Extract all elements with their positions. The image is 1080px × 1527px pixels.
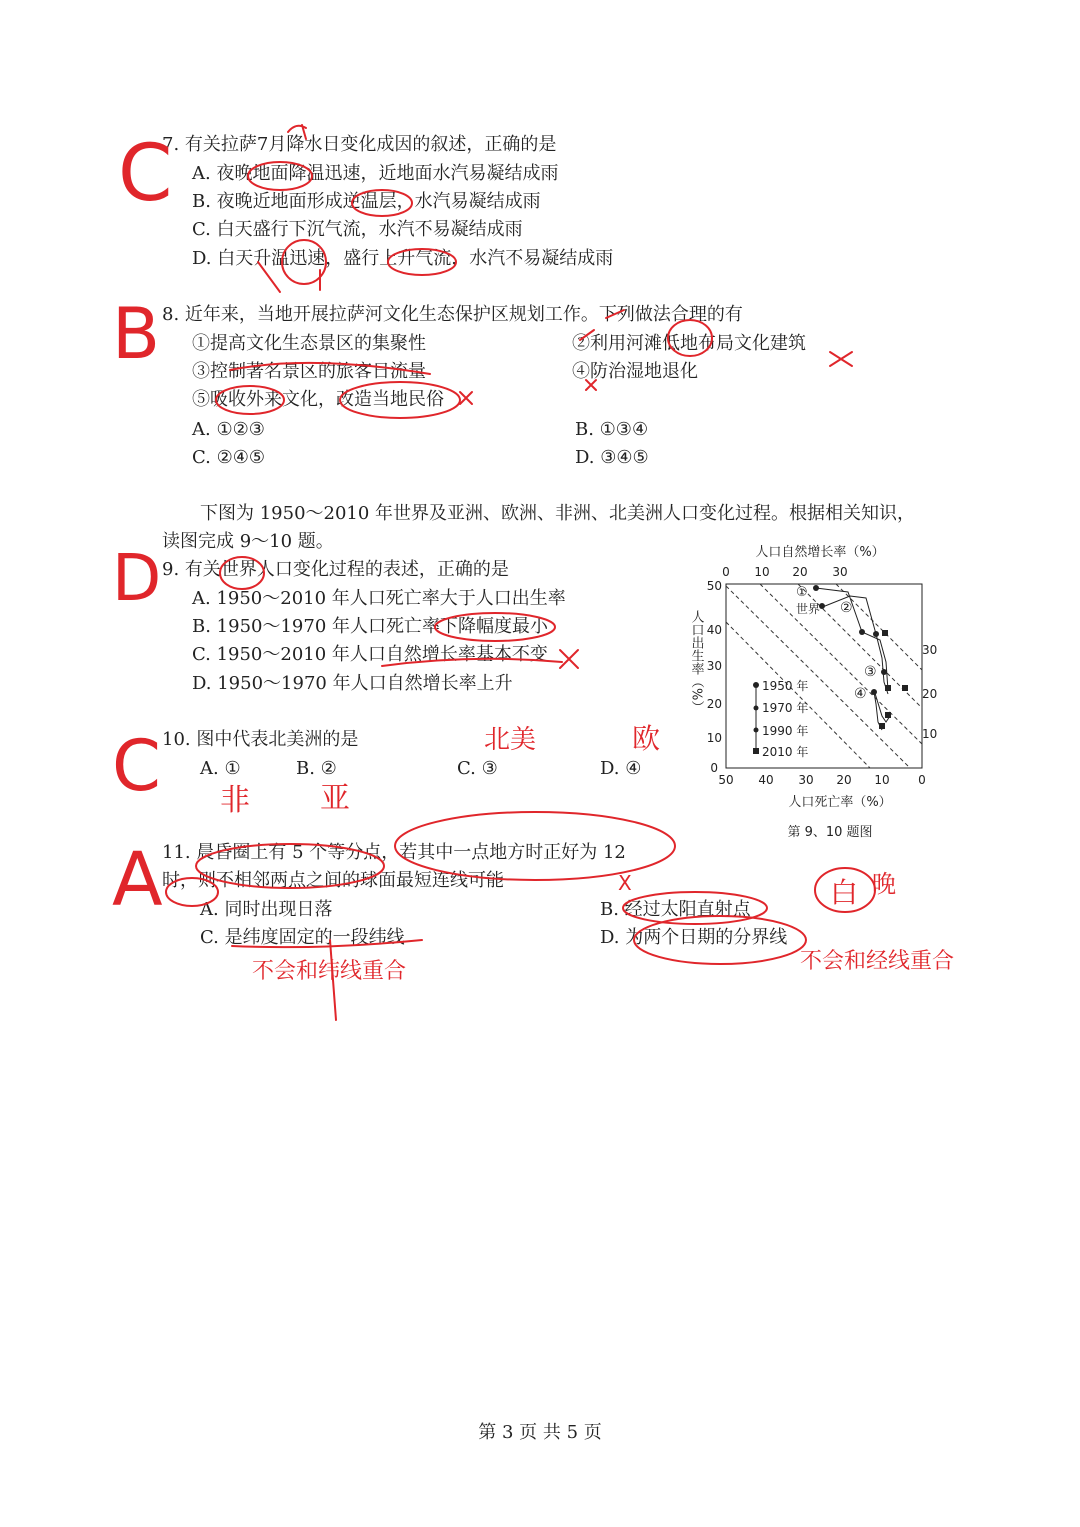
q11-note-longitude: 不会和经线重合 xyxy=(800,949,955,974)
q11-stem-line-1: 11. 晨昏圈上有 5 个等分点，若其中一点地方时正好为 12 xyxy=(162,842,626,863)
q8-item-1: ①提高文化生态景区的集聚性 xyxy=(192,333,426,354)
ink-cross xyxy=(830,352,852,366)
q9-option-b: B. 1950～1970 年人口死亡率下降幅度最小 xyxy=(192,616,549,637)
ink-stroke xyxy=(330,940,336,1020)
q8-item-5: ⑤吸收外来文化，改造当地民俗 xyxy=(192,389,444,410)
q11-option-d: D. 为两个日期的分界线 xyxy=(600,927,788,948)
top-tick: 20 xyxy=(792,565,808,579)
right-tick: 10 xyxy=(922,727,938,741)
bottom-tick: 50 xyxy=(718,773,734,787)
top-tick: 10 xyxy=(754,565,770,579)
q11-note-latitude: 不会和纬线重合 xyxy=(252,959,407,984)
plot-frame xyxy=(726,584,922,768)
series-2-line xyxy=(820,596,888,694)
q9-option-a: A. 1950～2010 年人口死亡率大于人口出生率 xyxy=(192,588,566,609)
q7-option-a: A. 夜晚地面降温迅速，近地面水汽易凝结成雨 xyxy=(192,163,559,184)
q10-note-europe: 欧 xyxy=(632,722,661,755)
top-axis-label: 人口自然增长率（%） xyxy=(755,545,885,560)
q8-item-4: ④防治湿地退化 xyxy=(572,361,698,382)
legend-2010: 2010 年 xyxy=(762,745,809,759)
page-footer: 第 3 页 共 5 页 xyxy=(478,1422,602,1443)
q8-option-a: A. ①②③ xyxy=(192,419,265,440)
bottom-axis-label: 人口死亡率（%） xyxy=(788,795,892,810)
series-label-3: ③ xyxy=(864,664,877,680)
q7-option-d: D. 白天升温迅速，盛行上升气流，水汽不易凝结成雨 xyxy=(192,248,614,269)
legend-marker-2010 xyxy=(753,748,759,754)
q11-stem-line-2: 时，则不相邻两点之间的球面最短连线可能 xyxy=(162,870,504,891)
legend-marker-1990 xyxy=(754,728,759,733)
q11-note-night: 晚 xyxy=(872,870,896,898)
legend-marker-1950 xyxy=(753,682,759,688)
q9-option-d: D. 1950～1970 年人口自然增长率上升 xyxy=(192,673,513,694)
q10-option-d: D. ④ xyxy=(600,758,642,779)
q7-option-b: B. 夜晚近地面形成逆温层，水汽易凝结成雨 xyxy=(192,191,541,212)
q8-item-3: ③控制著名景区的旅客日流量 xyxy=(192,361,426,382)
q11-option-b: B. 经过太阳直射点 xyxy=(600,899,751,920)
right-tick: 20 xyxy=(922,687,938,701)
left-tick: 10 xyxy=(706,731,722,745)
q8-item-2: ②利用河滩低地布局文化建筑 xyxy=(572,333,806,354)
q7-answer-mark: C xyxy=(118,129,173,219)
left-tick: 50 xyxy=(706,579,722,593)
q8-stem: 8. 近年来，当地开展拉萨河文化生态保护区规划工作。下列做法合理的有 xyxy=(162,304,743,325)
data-point xyxy=(881,669,887,675)
bottom-tick: 0 xyxy=(918,773,926,787)
q11-note-day: 白 xyxy=(830,876,859,909)
top-tick: 30 xyxy=(832,565,848,579)
q8-option-c: C. ②④⑤ xyxy=(192,447,265,468)
left-tick: 40 xyxy=(706,623,722,637)
ink-circle xyxy=(815,868,875,912)
series-label-4: ④ xyxy=(854,686,867,702)
intro-line-2: 读图完成 9～10 题。 xyxy=(162,531,334,552)
intro-line-1: 下图为 1950～2010 年世界及亚洲、欧洲、非洲、北美洲人口变化过程。根据相关知识， xyxy=(200,503,916,524)
data-point xyxy=(885,712,891,718)
ink-cross xyxy=(460,392,472,404)
q10-option-a: A. ① xyxy=(200,758,241,779)
q10-option-b: B. ② xyxy=(296,758,337,779)
q8-option-d: D. ③④⑤ xyxy=(575,447,649,468)
data-point xyxy=(879,723,885,729)
figure-caption: 第 9、10 题图 xyxy=(787,825,873,840)
q10-answer-mark: C xyxy=(112,725,161,807)
left-tick: 30 xyxy=(706,659,722,673)
q10-note-africa: 非 xyxy=(220,783,250,818)
q10-note-north-america: 北美 xyxy=(484,725,537,755)
q10-option-c: C. ③ xyxy=(457,758,498,779)
bottom-tick: 10 xyxy=(874,773,890,787)
legend-1970: 1970 年 xyxy=(762,701,809,715)
q9-stem: 9. 有关世界人口变化过程的表述，正确的是 xyxy=(162,559,509,580)
legend-1990: 1990 年 xyxy=(762,724,809,738)
left-tick: 20 xyxy=(706,697,722,711)
data-point xyxy=(882,630,888,636)
q10-stem: 10. 图中代表北美洲的是 xyxy=(162,729,359,750)
left-tick: 0 xyxy=(710,761,718,775)
data-point xyxy=(873,631,879,637)
population-figure xyxy=(688,540,940,850)
left-axis-label: 人口出生率（%） xyxy=(688,610,704,714)
q7-option-c: C. 白天盛行下沉气流，水汽不易凝结成雨 xyxy=(192,219,523,240)
q11-answer-mark: A xyxy=(112,837,163,923)
legend-1950: 1950 年 xyxy=(762,679,809,693)
data-point xyxy=(859,629,865,635)
legend-marker-1970 xyxy=(754,706,759,711)
q8-answer-mark: B xyxy=(112,293,161,375)
top-tick: 0 xyxy=(722,565,730,579)
q11-note-cross: X xyxy=(618,871,632,895)
data-point xyxy=(871,689,877,695)
q9-answer-mark: D xyxy=(112,542,162,616)
data-point xyxy=(902,685,908,691)
bottom-tick: 20 xyxy=(836,773,852,787)
q9-option-c: C. 1950～2010 年人口自然增长率基本不变 xyxy=(192,644,548,665)
q8-option-b: B. ①③④ xyxy=(575,419,649,440)
q11-option-a: A. 同时出现日落 xyxy=(200,899,333,920)
q7-stem: 7. 有关拉萨7月降水日变化成因的叙述，正确的是 xyxy=(162,134,557,155)
q11-option-c: C. 是纬度固定的一段纬线 xyxy=(200,927,405,948)
data-point xyxy=(885,685,891,691)
right-tick: 30 xyxy=(922,643,938,657)
data-point xyxy=(813,585,819,591)
bottom-tick: 40 xyxy=(758,773,774,787)
ink-cross xyxy=(560,650,578,668)
bottom-tick: 30 xyxy=(798,773,814,787)
world-label: 世界 xyxy=(796,602,821,616)
q10-note-asia: 亚 xyxy=(320,781,350,816)
series-label-2: ② xyxy=(840,600,853,616)
series-label-1: ① xyxy=(796,585,808,600)
